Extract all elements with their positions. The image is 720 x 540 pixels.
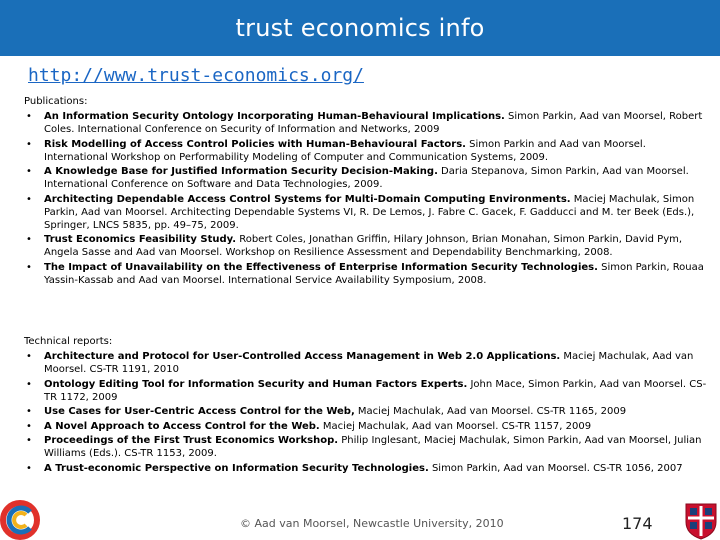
publication-details: Simon Parkin and Aad van Moorsel. International Workshop on Performability Modeling of Computer and Communication Systems, 2009. bbox=[44, 138, 646, 163]
publication-details: Simon Parkin, Rouaa Yassin-Kassab and Aad van Moorsel. International Service Availability Symposium, 2008. bbox=[44, 261, 704, 286]
copyright-text: © Aad van Moorsel, Newcastle University, 2010 bbox=[240, 517, 504, 530]
bullet-icon: • bbox=[26, 261, 32, 273]
bullet-icon: • bbox=[26, 420, 32, 432]
report-details: Maciej Machulak, Aad van Moorsel. CS-TR 1157, 2009 bbox=[319, 420, 592, 432]
report-item bbox=[24, 420, 710, 433]
publication-details: Daria Stepanova, Simon Parkin, Aad van Moorsel. International Conference on Software and Data Technologies, 2009. bbox=[44, 166, 689, 190]
report-title: Proceedings of the First Trust Economics Workshop. bbox=[44, 435, 339, 446]
publication-details: Robert Coles, Jonathan Griffin, Hilary Johnson, Brian Monahan, Simon Parkin, David Pym, Angela Sasse and Aad van Moorsel. Workshop on Resilience Assessment and Dependability Benchmarking, 2008. bbox=[44, 234, 683, 258]
slide-title: trust economics info bbox=[235, 14, 485, 42]
bullet-icon: • bbox=[26, 138, 32, 150]
publications-section bbox=[24, 95, 710, 288]
bullet-icon: • bbox=[26, 462, 32, 474]
report-details: Philip Inglesant, Maciej Machulak, Simon Parkin, Aad van Moorsel, Julian Williams (Eds.). CS-TR 1153, 2009. bbox=[44, 435, 702, 459]
page-number: 174 bbox=[622, 514, 653, 533]
publication-item bbox=[24, 110, 710, 136]
university-logo-icon bbox=[0, 500, 40, 540]
report-item bbox=[24, 405, 710, 418]
publications-list bbox=[24, 110, 710, 287]
report-item bbox=[24, 350, 710, 376]
publication-details: Maciej Machulak, Simon Parkin, Aad van Moorsel. Architecting Dependable Systems VI, R. De Lemos, J. Fabre C. Gacek, F. Gadducci and M. ter Beek (Eds.), Springer, LNCS 5835, pp. 49–75, 2009. bbox=[44, 193, 695, 231]
reports-list bbox=[24, 350, 710, 475]
publication-title: Trust Economics Feasibility Study. bbox=[44, 234, 237, 245]
reports-heading: Technical reports: bbox=[24, 336, 113, 347]
bullet-icon: • bbox=[26, 406, 32, 417]
publication-item bbox=[24, 165, 710, 191]
publication-item bbox=[24, 261, 710, 287]
newcastle-crest-icon bbox=[684, 502, 718, 540]
report-details: Maciej Machulak, Aad van Moorsel. CS-TR 1165, 2009 bbox=[354, 406, 627, 417]
bullet-icon: • bbox=[26, 234, 32, 245]
report-details: John Mace, Simon Parkin, Aad van Moorsel. CS-TR 1172, 2009 bbox=[44, 378, 707, 403]
publication-title: An Information Security Ontology Incorporating Human-Behavioural Implications. bbox=[44, 111, 505, 122]
publication-title: A Knowledge Base for Justified Information Security Decision-Making. bbox=[44, 166, 438, 177]
publication-title: Architecting Dependable Access Control Systems for Multi-Domain Computing Environments. bbox=[44, 193, 571, 205]
report-details: Maciej Machulak, Aad van Moorsel. CS-TR 1191, 2010 bbox=[44, 351, 694, 375]
bullet-icon: • bbox=[26, 351, 32, 362]
publications-heading: Publications: bbox=[24, 96, 88, 107]
report-item bbox=[24, 434, 710, 460]
bullet-icon: • bbox=[26, 111, 32, 122]
bullet-icon: • bbox=[26, 193, 32, 205]
publication-title: Risk Modelling of Access Control Policies with Human-Behavioural Factors. bbox=[44, 138, 466, 150]
report-details: Simon Parkin, Aad van Moorsel. CS-TR 1056, 2007 bbox=[428, 462, 683, 474]
title-bar bbox=[0, 0, 720, 56]
report-title: Ontology Editing Tool for Information Security and Human Factors Experts. bbox=[44, 378, 468, 390]
report-item bbox=[24, 378, 710, 404]
report-title: Use Cases for User-Centric Access Control for the Web, bbox=[44, 406, 355, 417]
report-item bbox=[24, 462, 710, 475]
report-title: A Novel Approach to Access Control for the Web. bbox=[44, 420, 320, 432]
publication-details: Simon Parkin, Aad van Moorsel, Robert Coles. International Conference on Security of Information and Networks, 2009 bbox=[44, 111, 703, 135]
publication-title: The Impact of Unavailability on the Effectiveness of Enterprise Information Security Technologies. bbox=[44, 261, 598, 273]
publication-item bbox=[24, 193, 710, 232]
bullet-icon: • bbox=[26, 435, 32, 446]
report-title: Architecture and Protocol for User-Controlled Access Management in Web 2.0 Applications. bbox=[44, 351, 561, 362]
website-link[interactable]: http://www.trust-economics.org/ bbox=[28, 65, 364, 86]
report-title: A Trust-economic Perspective on Information Security Technologies. bbox=[44, 462, 429, 474]
bullet-icon: • bbox=[26, 378, 32, 390]
publication-item bbox=[24, 138, 710, 164]
reports-section bbox=[24, 335, 710, 476]
bullet-icon: • bbox=[26, 166, 32, 177]
publication-item bbox=[24, 233, 710, 259]
